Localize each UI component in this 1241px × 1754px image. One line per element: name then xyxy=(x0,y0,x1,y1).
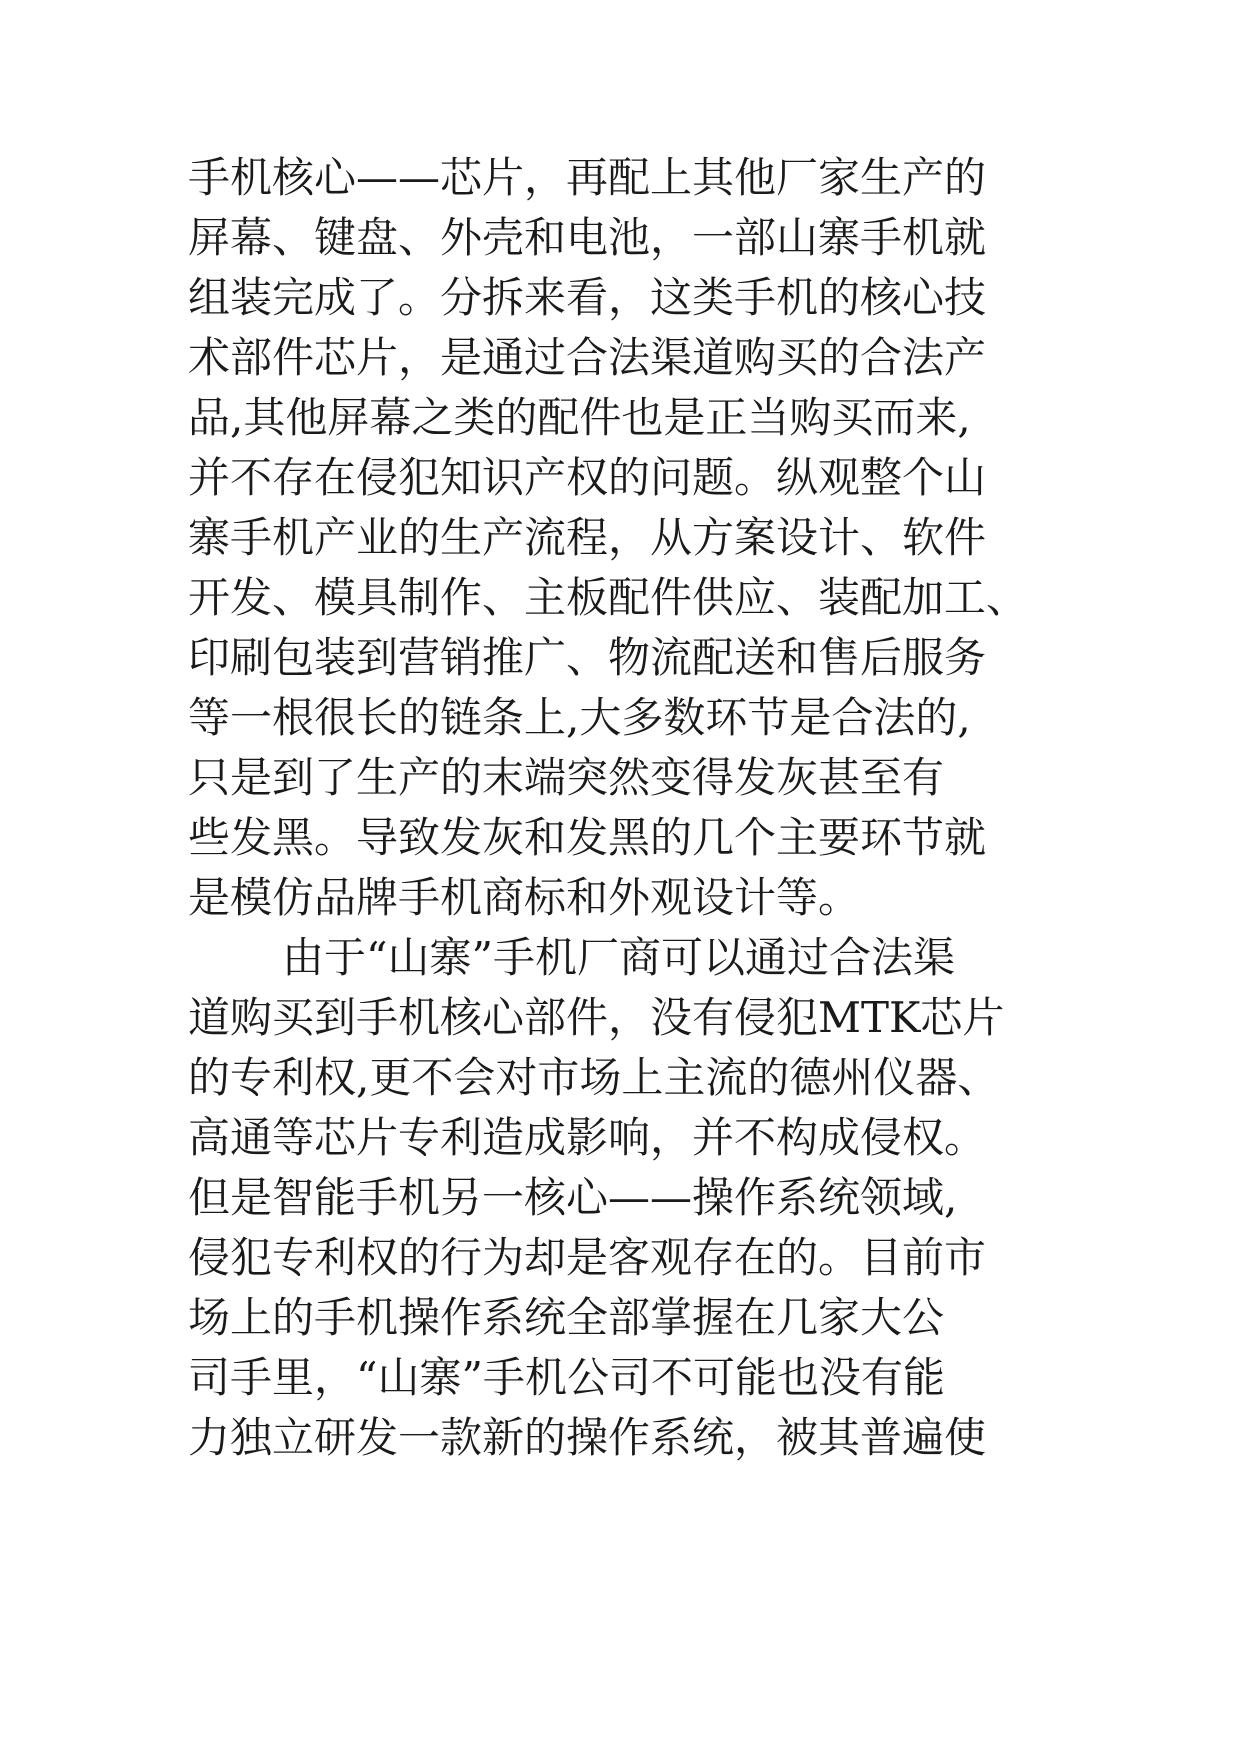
text-line: 道购买到手机核心部件，没有侵犯MTK芯片 xyxy=(188,993,1005,1042)
text-line: 印刷包装到营销推广、物流配送和售后服务 xyxy=(188,633,987,682)
text-line: 但是智能手机另一核心——操作系统领域, xyxy=(188,1173,958,1222)
text-line: 等一根很长的链条上,大多数环节是合法的, xyxy=(188,693,971,742)
text-line: 场上的手机操作系统全部掌握在几家大公 xyxy=(188,1293,945,1342)
text-line: 术部件芯片，是通过合法渠道购买的合法产 xyxy=(188,333,987,382)
text-line: 只是到了生产的末端突然变得发灰甚至有 xyxy=(188,753,945,802)
text-line: 是模仿品牌手机商标和外观设计等。 xyxy=(188,873,861,922)
text-line: 屏幕、键盘、外壳和电池，一部山寨手机就 xyxy=(188,213,987,262)
text-line: 的专利权,更不会对市场上主流的德州仪器、 xyxy=(188,1053,1000,1102)
text-line: 些发黑。导致发灰和发黑的几个主要环节就 xyxy=(188,813,987,862)
text-line: 侵犯专利权的行为却是客观存在的。目前市 xyxy=(188,1233,987,1282)
body-text xyxy=(188,148,1068,1468)
text-line: 组装完成了。分拆来看，这类手机的核心技 xyxy=(188,273,987,322)
text-line: 手机核心——芯片，再配上其他厂家生产的 xyxy=(188,153,987,202)
text-line: 高通等芯片专利造成影响，并不构成侵权。 xyxy=(188,1113,987,1162)
paragraph-start-line: 由于“山寨”手机厂商可以通过合法渠 xyxy=(282,933,955,982)
text-line: 品,其他屏幕之类的配件也是正当购买而来, xyxy=(188,393,971,442)
text-line: 力独立研发一款新的操作系统，被其普遍使 xyxy=(188,1413,987,1462)
text-line: 寨手机产业的生产流程，从方案设计、软件 xyxy=(188,513,987,562)
text-line: 开发、模具制作、主板配件供应、装配加工、 xyxy=(188,573,1029,622)
text-line: 司手里，“山寨”手机公司不可能也没有能 xyxy=(188,1353,945,1402)
text-line: 并不存在侵犯知识产权的问题。纵观整个山 xyxy=(188,453,987,502)
